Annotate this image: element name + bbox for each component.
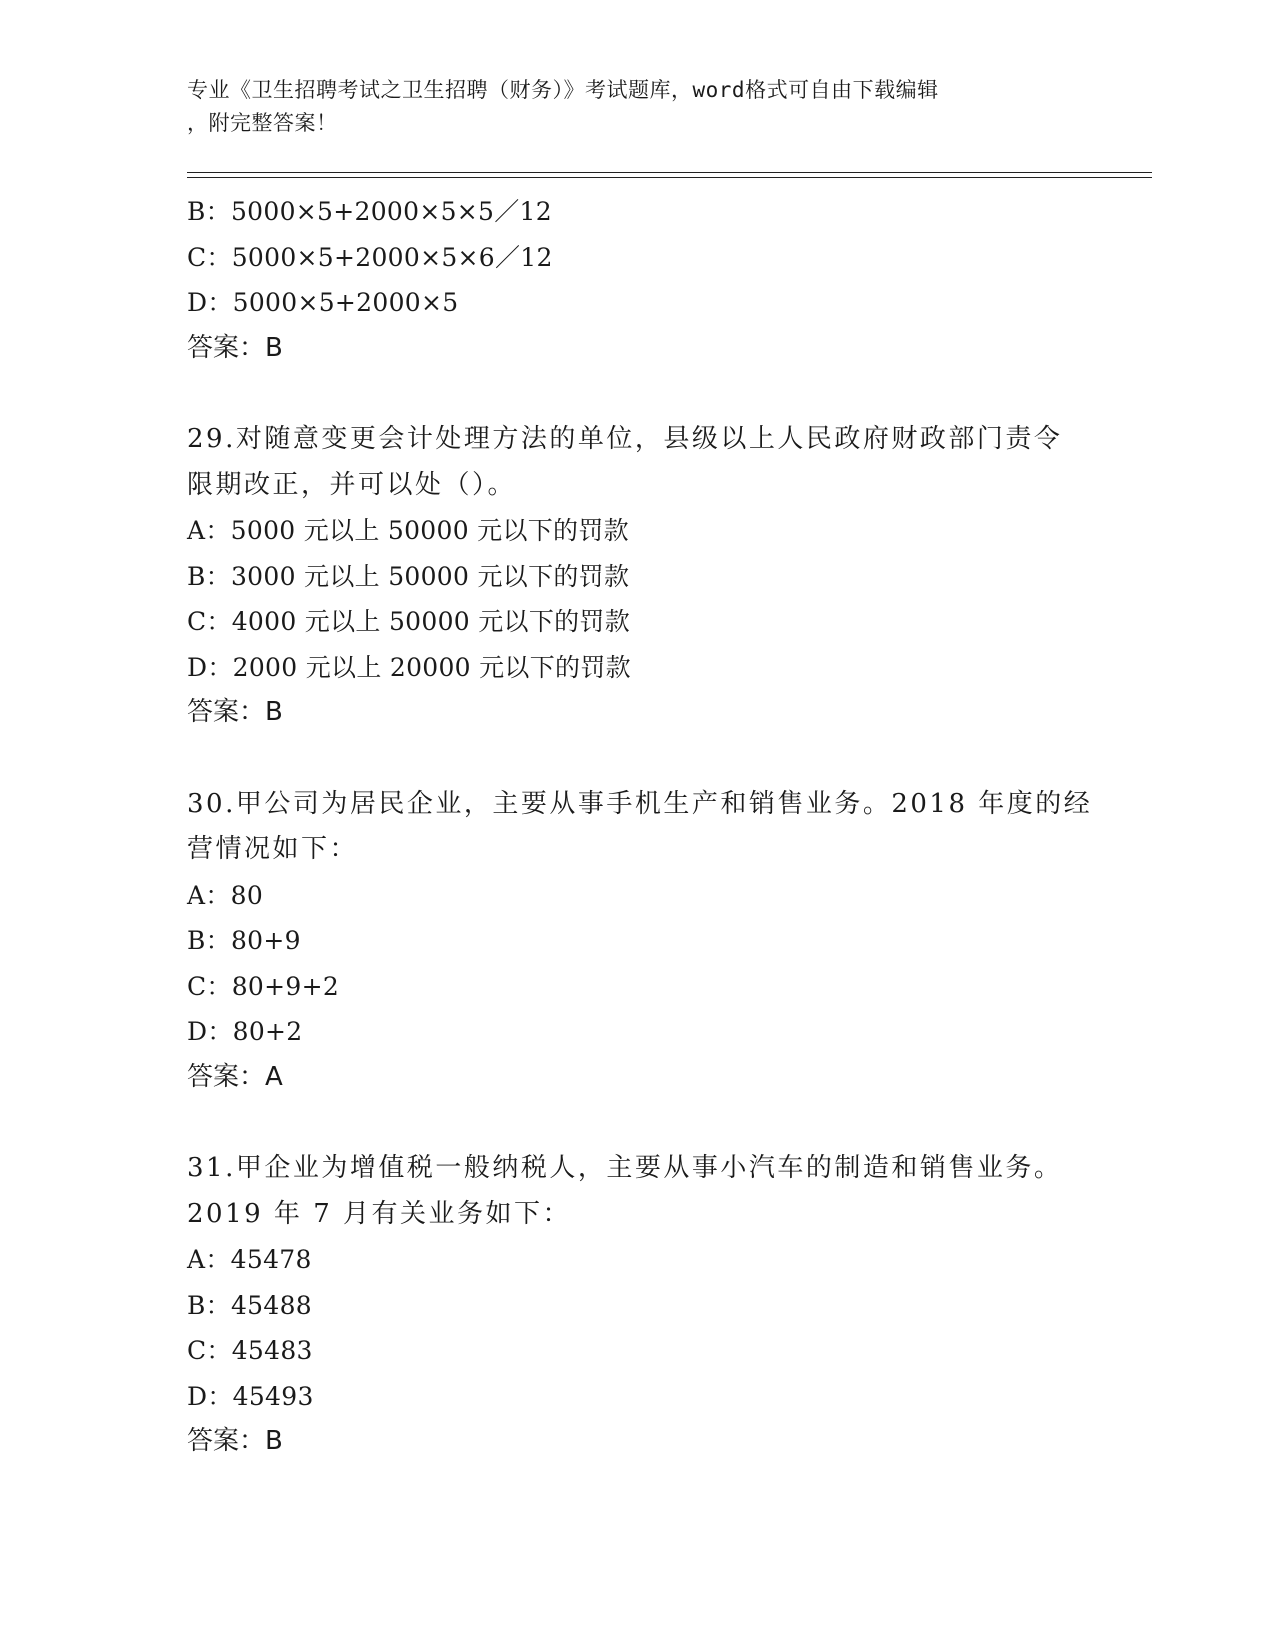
option-d: D：2000 元以上 20000 元以下的罚款 [187, 652, 631, 682]
option-d: D：80+2 [187, 1017, 303, 1046]
spacer [187, 736, 1087, 782]
question-stem-line-1: 31.甲企业为增值税一般纳税人，主要从事小汽车的制造和销售业务。 [187, 1153, 1063, 1183]
question-stem-line-2: 营情况如下： [187, 834, 359, 864]
option-b: B：3000 元以上 50000 元以下的罚款 [187, 561, 630, 591]
option-d: D：5000×5+2000×5 [187, 288, 459, 317]
header-line-2: ，附完整答案！ [187, 111, 338, 135]
option-b: B：5000×5+2000×5×5／12 [187, 197, 552, 226]
question-30 [187, 782, 1093, 1101]
answer-label: 答案：B [187, 332, 283, 363]
option-c: C：80+9+2 [187, 971, 340, 1001]
option-d: D：45493 [187, 1381, 314, 1411]
answer-label: 答案：A [187, 1061, 283, 1092]
question-stem-line-1: 29.对随意变更会计处理方法的单位，县级以上人民政府财政部门责令 [187, 424, 1063, 454]
question-list [187, 189, 1093, 1465]
option-c: C：45483 [187, 1336, 313, 1365]
document-header [187, 74, 1067, 140]
header-rule-bottom [187, 177, 1152, 178]
option-a: A：5000 元以上 50000 元以下的罚款 [187, 516, 629, 545]
option-a: A：80 [187, 880, 264, 910]
question-28-tail [187, 189, 1087, 371]
option-b: B：45488 [187, 1290, 313, 1320]
question-stem-line-2: 2019 年 7 月有关业务如下： [187, 1198, 572, 1229]
question-stem-line-2: 限期改正，并可以处（）。 [187, 469, 517, 500]
spacer [187, 1100, 1087, 1146]
header-rule-top [187, 172, 1152, 173]
option-a: A：45478 [187, 1245, 312, 1274]
option-c: C：4000 元以上 50000 元以下的罚款 [187, 607, 631, 636]
answer-label: 答案：B [187, 1426, 283, 1456]
spacer [187, 371, 1087, 417]
answer-label: 答案：B [187, 697, 283, 727]
option-c: C：5000×5+2000×5×6／12 [187, 242, 553, 272]
header-line-1: 专业《卫生招聘考试之卫生招聘（财务）》考试题库，word格式可自由下载编辑 [187, 78, 939, 102]
question-29 [187, 417, 1087, 736]
option-b: B：80+9 [187, 926, 301, 955]
question-stem-line-1: 30.甲公司为居民企业，主要从事手机生产和销售业务。2018 年度的经 [187, 788, 1093, 819]
question-31 [187, 1146, 1087, 1465]
